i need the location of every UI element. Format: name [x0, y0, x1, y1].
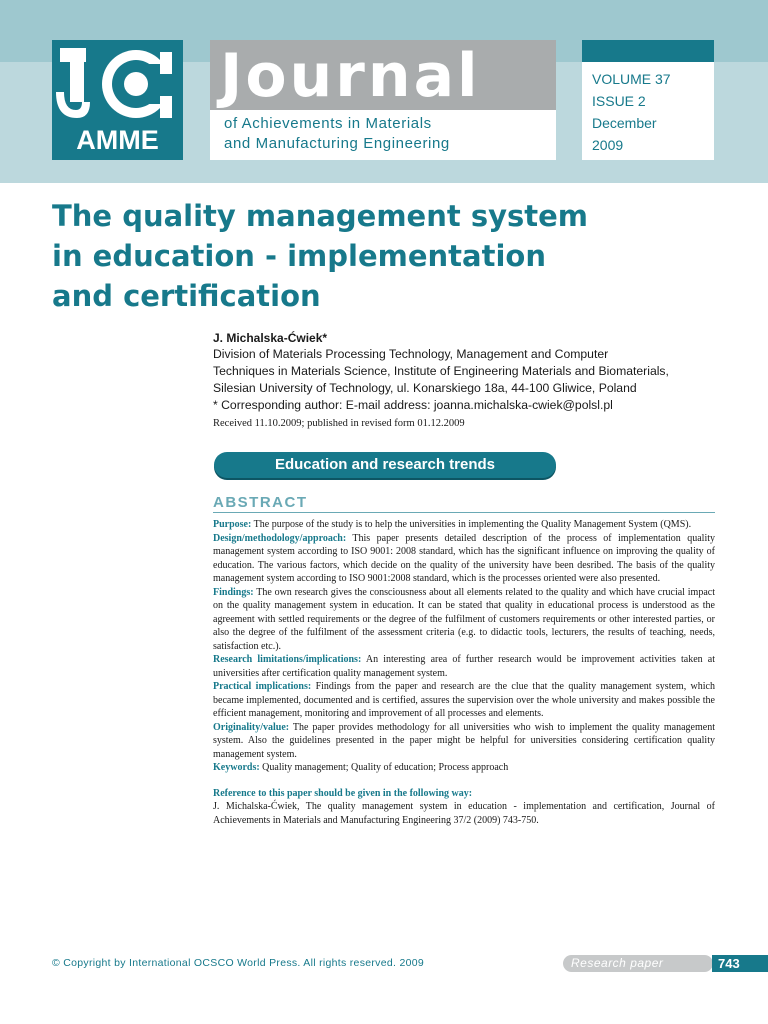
design-label: Design/methodology/approach: — [213, 532, 347, 544]
abstract-limitations — [213, 653, 715, 680]
keywords-label: Keywords: — [213, 762, 260, 773]
abstract-keywords — [213, 761, 715, 775]
limitations-label: Research limitations/implications: — [213, 654, 362, 665]
author-affiliation — [213, 346, 733, 414]
jamme-logo — [52, 40, 183, 160]
affiliation-line: Silesian University of Technology, ul. Konarskiego 18a, 44-100 Gliwice, Poland — [213, 381, 637, 395]
findings-text: The own research gives the consciousness about all elements related to the quality and which have crucial impact on the quality management system in education. It can be stated that quality in educational process is understood as the agreement with settled requirements or the degree of the fulfilment of customers requirements or other interested parties, or also the degree of the fulfilment of the assessment criteria (e.g. to didactic tools, lecturers, the results of teaching, needs, satisfaction etc.). — [213, 586, 715, 652]
volume-bar — [582, 40, 714, 62]
month-label: December — [592, 115, 657, 131]
journal-word: Journal — [220, 41, 481, 111]
copyright-notice: © Copyright by International OCSCO World Press. All rights reserved. 2009 — [52, 957, 425, 969]
reference-text: J. Michalska-Ćwiek, The quality management system in education - implementation and certification, Journal of Achievements in Materials and Manufacturing Engineering 37/2 (2009) 743-750. — [213, 801, 715, 826]
logo-text: AMME — [76, 125, 159, 155]
journal-header — [0, 0, 768, 183]
abstract-body — [213, 518, 715, 827]
journal-subtitle-line: and Manufacturing Engineering — [224, 135, 450, 152]
page-number: 743 — [712, 955, 768, 972]
journal-word-band — [210, 40, 556, 110]
purpose-text: The purpose of the study is to help the universities in implementing the Quality Management System (QMS). — [251, 519, 692, 530]
volume-label: VOLUME 37 — [592, 71, 671, 87]
journal-subtitle-line: of Achievements in Materials — [224, 115, 432, 132]
keywords-text: Quality management; Quality of education; Process approach — [259, 762, 509, 773]
volume-info — [592, 68, 671, 156]
title-line: in education - implementation — [52, 239, 546, 273]
reference-heading: Reference to this paper should be given in the following way: — [213, 787, 473, 799]
issue-label: ISSUE 2 — [592, 93, 646, 109]
section-tag: Education and research trends — [214, 452, 556, 478]
paper-title — [52, 196, 652, 316]
abstract-design — [213, 532, 715, 586]
abstract-originality — [213, 721, 715, 762]
received-dates: Received 11.10.2009; published in revised form 01.12.2009 — [213, 418, 465, 429]
title-line: The quality management system — [52, 199, 589, 233]
title-line: and certification — [52, 279, 321, 313]
design-text: This paper presents detailed description of the process of implementation quality management system according to ISO 9001: 2008 standard, which has the significant influence on improving the quality of education. The various factors, which decide on the quality of the university have been desribed. The basis of the quality management system according to ISO 9001:2008 standard, which is the processes oriented were also presented. — [213, 532, 715, 584]
originality-label: Originality/value: — [213, 721, 290, 733]
abstract-findings — [213, 586, 715, 654]
paper-type-tag: Research paper — [563, 955, 713, 972]
volume-box — [582, 40, 714, 160]
practical-text: Findings from the paper and research are the clue that the quality management system, which became implemented, documented and is certified, assures the supervision over the whole university and makes possible the efficient management, monitoring and improvement of all processes and elements. — [213, 681, 715, 719]
originality-text: The paper provides methodology for all universities who wish to implement the quality management system. Also the guidelines presented in the paper might be helpful for universities considering certification quality management system. — [213, 721, 715, 760]
author-name: J. Michalska-Ćwiek* — [213, 331, 328, 345]
abstract-divider — [213, 512, 715, 513]
journal-subtitle — [224, 114, 450, 154]
findings-label: Findings: — [213, 586, 254, 598]
practical-label: Practical implications: — [213, 681, 312, 692]
abstract-purpose — [213, 518, 715, 532]
abstract-practical — [213, 680, 715, 721]
purpose-label: Purpose: — [213, 519, 252, 530]
corresponding-author-line: * Corresponding author: E-mail address: joanna.michalska-cwiek@polsl.pl — [213, 398, 613, 412]
abstract-heading: ABSTRACT — [213, 494, 308, 511]
affiliation-line: Techniques in Materials Science, Institute of Engineering Materials and Biomaterials, — [213, 364, 669, 378]
journal-title-box — [210, 40, 556, 160]
year-label: 2009 — [592, 137, 624, 153]
affiliation-line: Division of Materials Processing Technology, Management and Computer — [213, 347, 609, 361]
limitations-text: An interesting area of further research would be improvement activities taken at universities after certification quality management system. — [213, 654, 715, 679]
logo-mark-icon — [52, 44, 183, 128]
